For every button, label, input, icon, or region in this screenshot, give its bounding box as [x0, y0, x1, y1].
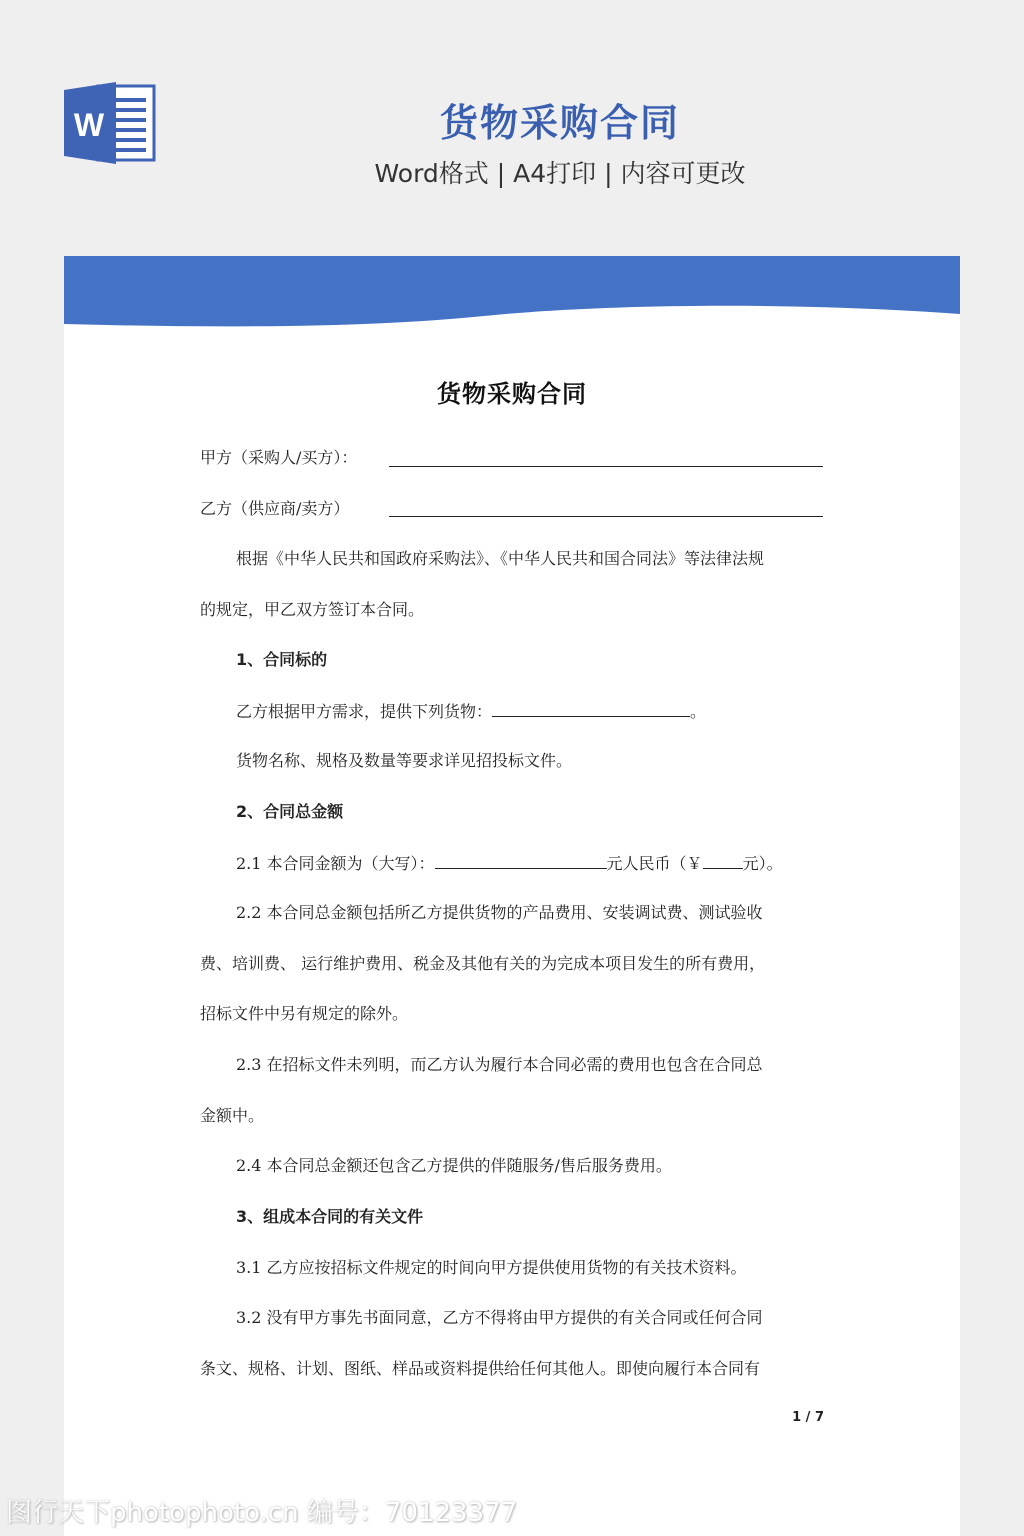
clause-3-1: 3.1 乙方应按招标文件规定的时间向甲方提供使用货物的有关技术资料。: [236, 1258, 747, 1277]
clause-2-1: [236, 852, 783, 875]
clause-2-2-line-2: 费、培训费、 运行维护费用、税金及其他有关的为完成本项目发生的所有费用，: [200, 954, 766, 973]
goods-blank: [492, 700, 690, 717]
preamble-line-1: 根据《中华人民共和国政府采购法》、《中华人民共和国合同法》等法律法规: [236, 549, 765, 568]
clause-2-1-mid: 元人民币（￥: [606, 854, 703, 873]
clause-3-2-line-2: 条文、规格、计划、图纸、样品或资料提供给任何其他人。即使向履行本合同有: [200, 1359, 761, 1378]
clause-2-2-line-3: 招标文件中另有规定的除外。: [200, 1004, 409, 1023]
word-document-icon: [64, 82, 156, 164]
section-3-heading: 3、组成本合同的有关文件: [236, 1207, 424, 1226]
blue-banner: [64, 256, 960, 336]
party-b-label: 乙方（供应商/卖方）: [200, 499, 350, 518]
watermark-text: 图行天下photophoto.cn 编号：70123377: [6, 1498, 518, 1528]
clause-2-2-line-1: 2.2 本合同总金额包括所乙方提供货物的产品费用、安装调试费、测试验收: [236, 903, 763, 922]
document-page: [64, 256, 960, 1536]
header-title: 货物采购合同: [439, 101, 680, 145]
amount-words-blank: [435, 852, 607, 869]
party-a-label: 甲方（采购人/买方）：: [200, 448, 358, 467]
page-number: 1 / 7: [792, 1410, 824, 1425]
clause-2-1-end: 元）。: [742, 854, 783, 873]
clause-2-3-line-1: 2.3 在招标文件未列明，而乙方认为履行本合同必需的费用也包含在合同总: [236, 1055, 763, 1074]
sec1-p1-text: 乙方根据甲方需求，提供下列货物：: [236, 702, 493, 721]
document-title: 货物采购合同: [437, 380, 587, 408]
section-1-paragraph-2: 货物名称、规格及数量等要求详见招投标文件。: [236, 751, 573, 770]
section-2-heading: 2、合同总金额: [236, 802, 344, 821]
party-b-blank: [389, 516, 823, 517]
clause-3-2-line-1: 3.2 没有甲方事先书面同意，乙方不得将由甲方提供的有关合同或任何合同: [236, 1308, 763, 1327]
clause-2-3-line-2: 金额中。: [200, 1106, 265, 1125]
sec1-p1-end: 。: [690, 702, 707, 721]
section-1-paragraph-1: [236, 700, 706, 723]
party-a-blank: [389, 466, 823, 467]
clause-2-4: 2.4 本合同总金额还包含乙方提供的伴随服务/售后服务费用。: [236, 1156, 672, 1175]
amount-number-blank: [703, 852, 743, 869]
preamble-line-2: 的规定，甲乙双方签订本合同。: [200, 600, 425, 619]
header: [0, 0, 1024, 256]
section-1-heading: 1、合同标的: [236, 650, 328, 669]
header-subtitle: Word格式 | A4打印 | 内容可更改: [374, 159, 746, 188]
clause-2-1-text: 2.1 本合同金额为（大写）：: [236, 854, 435, 873]
logo-letter: W: [73, 107, 105, 143]
